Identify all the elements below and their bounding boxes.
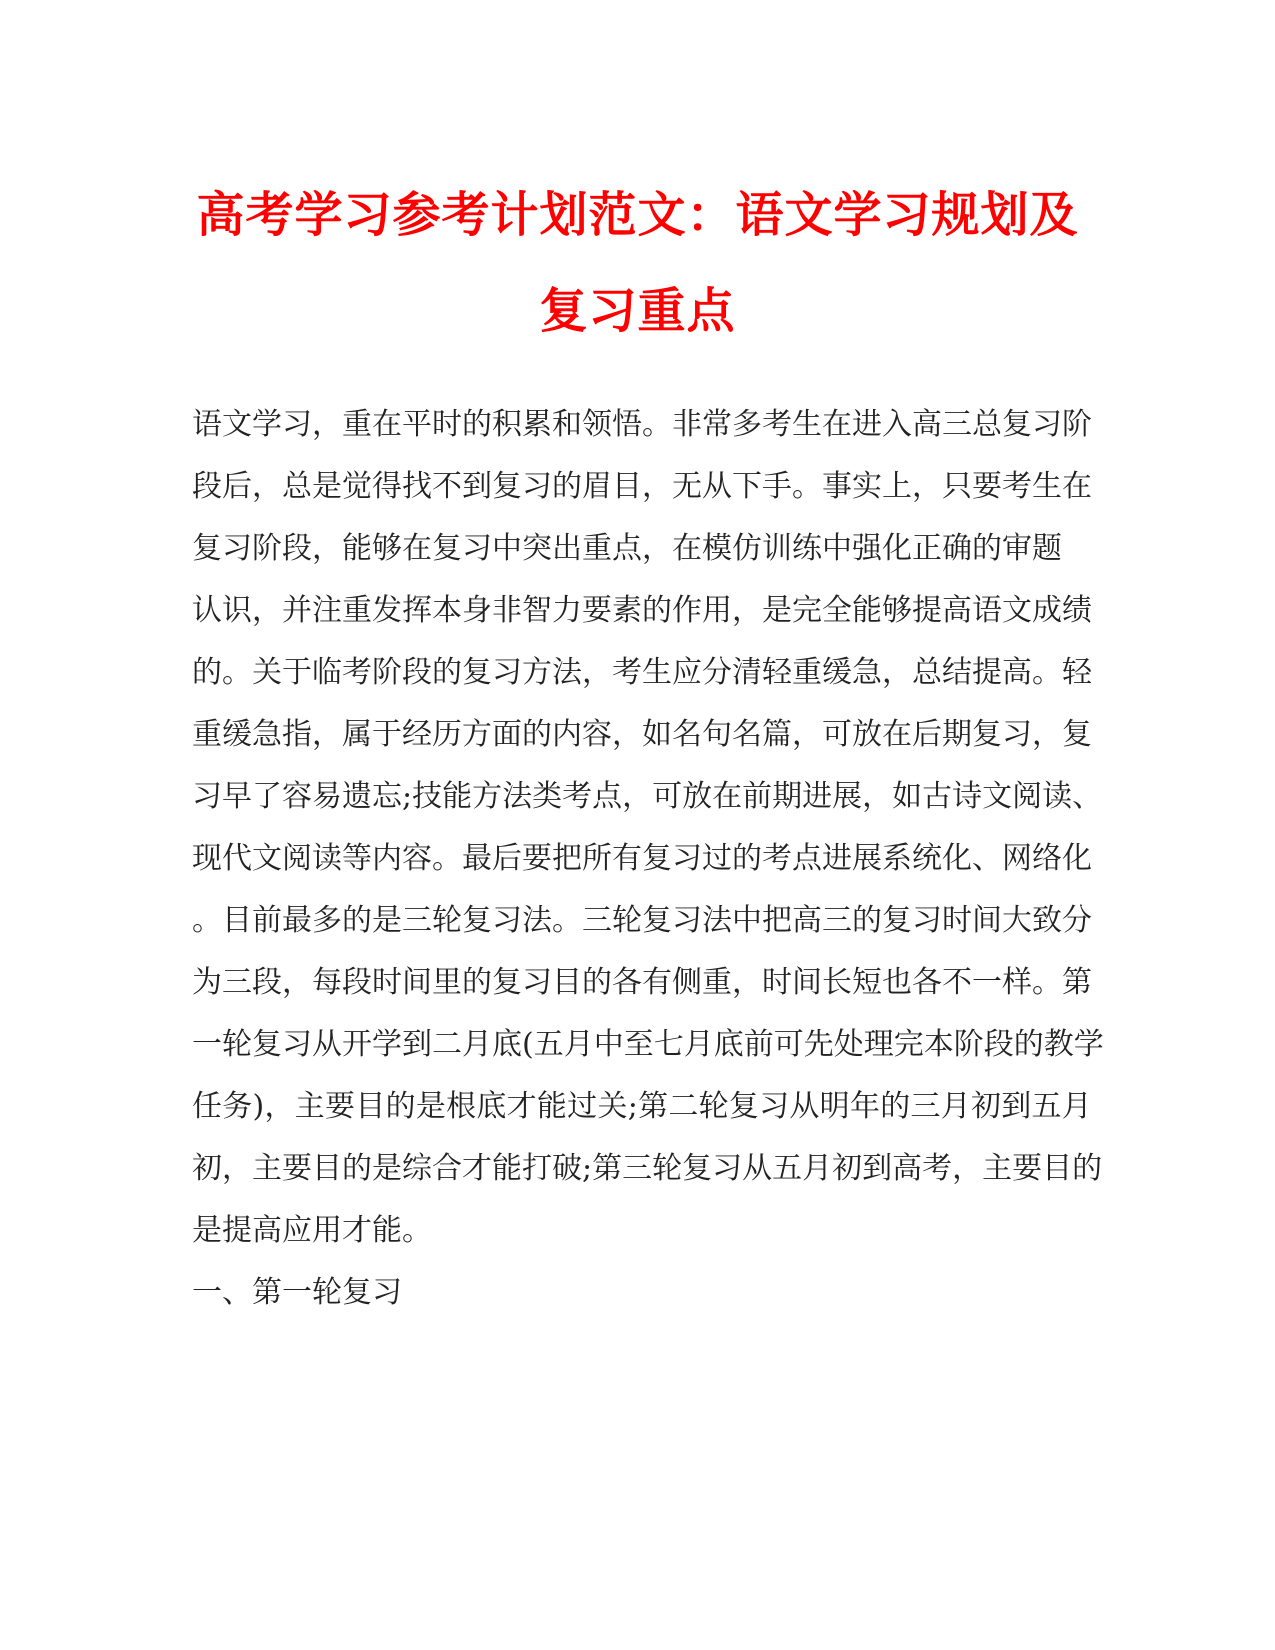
- body-line: 是提高应用才能。: [192, 1213, 432, 1248]
- document-title-line-2: 复习重点: [539, 283, 736, 339]
- body-line: 语 文 学 习 ， 重 在 平 时 的 积 累 和 领 悟 。 非 常 多 考 生 在 进 入 高 三 总 复 习 阶: [192, 407, 1092, 442]
- body-line: 。 目 前 最 多 的 是 三 轮 复 习 法 。 三 轮 复 习 法 中 把 高 三 的 复 习 时 间 大 致 分: [192, 903, 1092, 938]
- body-line: 的 。 关 于 临 考 阶 段 的 复 习 方 法 ， 考 生 应 分 清 轻 重 缓 急 ， 总 结 提 高 。 轻: [192, 655, 1092, 690]
- body-line: 重 缓 急 指 ， 属 于 经 历 方 面 的 内 容 ， 如 名 句 名 篇 ， 可 放 在 后 期 复 习 ， 复: [192, 717, 1092, 752]
- body-line: 现 代 文 阅 读 等 内 容 。 最 后 要 把 所 有 复 习 过 的 考 点 进 展 系 统 化 、 网 络 化: [192, 841, 1092, 876]
- body-line: 任 务 ) ， 主 要 目 的 是 根 底 才 能 过 关 ; 第 二 轮 复 习 从 明 年 的 三 月 初 到 五 月: [192, 1089, 1092, 1124]
- body-line: 段 后 ， 总 是 觉 得 找 不 到 复 习 的 眉 目 ， 无 从 下 手 。 事 实 上 ， 只 要 考 生 在: [192, 469, 1092, 504]
- body-line: 一 轮 复 习 从 开 学 到 二 月 底 ( 五 月 中 至 七 月 底 前 可 先 处 理 完 本 阶 段 的 教 学: [192, 1027, 1104, 1062]
- document-title-line-1: 高考学习参考计划范文：语文学习规划及: [196, 187, 1079, 243]
- body-line: 认 识 ， 并 注 重 发 挥 本 身 非 智 力 要 素 的 作 用 ， 是 完 全 能 够 提 高 语 文 成 绩: [192, 593, 1092, 628]
- body-line: 为 三 段 ， 每 段 时 间 里 的 复 习 目 的 各 有 侧 重 ， 时 间 长 短 也 各 不 一 样 。 第: [192, 965, 1092, 1000]
- section-heading: 一、第一轮复习: [192, 1275, 402, 1310]
- body-line: 复习阶段，能够在复习中突出重点，在模仿训练中强化正确的审题: [192, 531, 1062, 566]
- body-line: 习 早 了 容 易 遗 忘 ; 技 能 方 法 类 考 点 ， 可 放 在 前 期 进 展 ， 如 古 诗 文 阅 读 、: [192, 779, 1103, 814]
- body-line: 初 ， 主 要 目 的 是 综 合 才 能 打 破 ; 第 三 轮 复 习 从 五 月 初 到 高 考 ， 主 要 目 的: [192, 1151, 1103, 1186]
